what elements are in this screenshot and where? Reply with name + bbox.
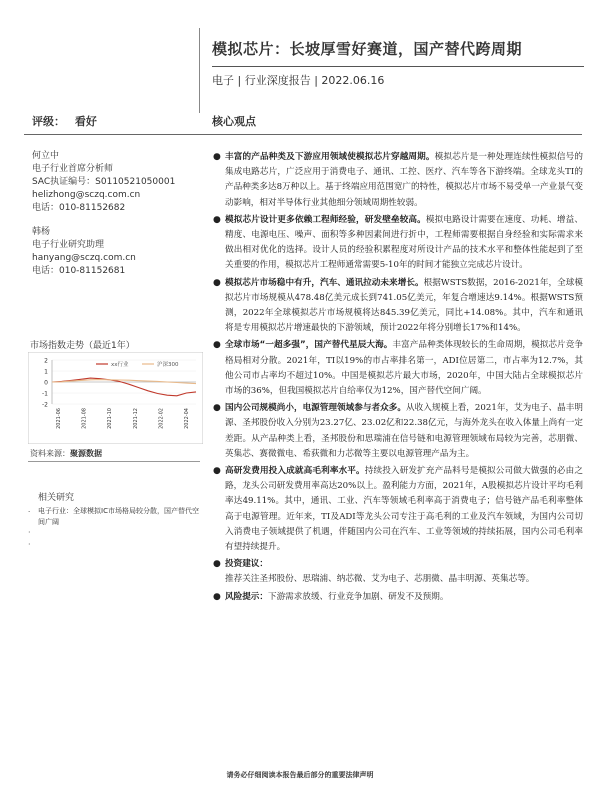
bullet-dot-icon: ●	[213, 152, 221, 162]
chart-source	[30, 448, 102, 459]
viewpoint-bullet	[213, 557, 583, 587]
section-rule	[24, 134, 582, 135]
legal-disclaimer-footer: 请务必仔细阅读本报告最后部分的重要法律声明	[226, 771, 374, 779]
bullet-dot-icon: ●	[213, 466, 221, 477]
y-tick-label: -1	[42, 390, 48, 398]
viewpoint-bullet	[213, 590, 583, 605]
legend-label: xx行业	[111, 362, 129, 368]
bullet-text: 下游需求放缓、行业竞争加剧、研发不及预期。	[267, 591, 449, 602]
chart-source-label: 资料来源：	[30, 449, 70, 458]
bullet-heading: 国内公司规模尚小，电源管理领域参与者众多。	[225, 403, 406, 414]
title-rule	[212, 66, 584, 67]
rating	[32, 113, 97, 129]
viewpoint-bullet	[213, 276, 583, 337]
analyst-phone: 电话：010-81152682	[32, 203, 126, 213]
bullet-heading: 模拟芯片市场稳中有升，汽车、通讯拉动未来增长。	[225, 277, 424, 288]
analyst-block-1	[32, 150, 175, 215]
left-rule	[28, 461, 200, 462]
viewpoint-bullet	[213, 338, 583, 399]
analyst-role: 电子行业研究助理	[32, 240, 105, 250]
bullet-dot-icon: ●	[213, 214, 221, 225]
bullet-heading: 高研发费用投入成就高毛利率水平。	[225, 466, 365, 477]
analyst-name: 何立中	[32, 151, 60, 161]
related-research-item[interactable]: 电子行业：全球模拟IC市场格局较分散，国产替代空间广阔	[38, 507, 199, 526]
viewpoint-bullet	[213, 464, 583, 555]
x-tick-label: 2021-12	[132, 408, 139, 429]
x-tick-label: 2021-08	[81, 408, 88, 429]
related-bullet-icon: ·	[28, 508, 31, 516]
viewpoint-bullet	[213, 150, 583, 211]
analyst-email[interactable]: hanyang@sczq.com.cn	[32, 253, 136, 263]
bullet-dot-icon: ●	[213, 403, 221, 414]
x-tick-label: 2022-02	[158, 408, 165, 429]
bullet-heading: 全球市场“一超多强”，国产替代星辰大海。	[225, 340, 393, 351]
x-tick-label: 2021-06	[56, 408, 62, 429]
report-title: 模拟芯片：长坡厚雪好赛道，国产替代跨周期	[212, 40, 523, 58]
legend-label: 沪深300	[157, 362, 179, 368]
bullet-text: 推荐关注圣邦股份、思瑞浦、纳芯微、艾为电子、芯朋微、晶丰明源、英集芯等。	[225, 574, 535, 585]
analyst-email[interactable]: helizhong@sczq.com.cn	[32, 190, 141, 200]
bullet-dot-icon: ·	[28, 528, 31, 537]
rating-label: 评级：	[32, 115, 65, 128]
market-index-chart	[28, 352, 203, 444]
bullet-text: 持续投入研发扩充产品料号是模拟公司做大做强的必由之路，龙头公司研发费用率高达20%以上。盈利能力方面，2021年，A股模拟芯片设计平均毛利率达49.11%。其中，通讯、工业、汽车等领域毛利率高于消费电子；信号链产品毛利率整体高于电源管理。近年来，TI及ADI等龙头公司专注于高毛利的工业及汽车领域，为国内公司切入消费电子领域提供了机遇，伴随国内公司在汽车、工业等领域的持续拓展，国内公司毛利率有望持续提升。	[225, 466, 583, 553]
bullet-dot-icon: ●	[213, 591, 221, 602]
x-tick-label: 2022-04	[184, 408, 190, 429]
analyst-role: 电子行业首席分析师	[32, 164, 114, 174]
report-subtitle: 电子 | 行业深度报告 | 2022.06.16	[212, 74, 385, 87]
y-tick-label: 1	[44, 368, 48, 376]
bullet-text: 根据WSTS数据，2016-2021年，全球模拟芯片市场规模从478.48亿美元成长到741.05亿美元，年复合增速达9.14%。根据WSTS预测，2022年全球模拟芯片市场规模将达845.39亿美元，同比+14.08%。其中，汽车和通讯将是专用模拟芯片增速最快的下游领域，预计2022年将分别增长17%和14%。	[225, 277, 583, 334]
bullet-heading: 风险提示：	[225, 591, 268, 602]
y-tick-label: 0	[44, 379, 48, 387]
analyst-name: 韩杨	[32, 227, 51, 237]
x-tick-label: 2021-10	[107, 408, 114, 429]
core-viewpoint-content	[213, 150, 583, 607]
y-tick-label: 2	[44, 357, 48, 365]
core-viewpoint-heading: 核心观点	[212, 115, 256, 128]
related-research-heading: 相关研究	[38, 493, 75, 503]
viewpoint-bullet	[213, 401, 583, 462]
bullet-heading: 模拟芯片设计更多依赖工程师经验，研发壁垒较高。	[225, 214, 426, 225]
bullet-text: 从收入规模上看，2021年，艾为电子、晶丰明源、圣邦股份收入分别为23.27亿、23.02亿和22.38亿元，与海外龙头在收入体量上尚有一定差距。从产品种类上看，圣邦股份和思瑞浦在信号链和电源管理领域布局较为完善，芯朋微、英集芯、赛微微电、希荻微和力芯微等主要以电源管理产品为主。	[225, 403, 583, 459]
analyst-cert: SAC执证编号：S0110521050001	[32, 177, 176, 187]
bullet-text: 模拟芯片是一种处理连续性模拟信号的集成电路芯片，广泛应用于消费电子、通讯、工控、医疗、汽车等各下游终端。全球龙头TI的产品种类多达8万种以上。基于终端应用范围宽广的特性，模拟芯片市场不易受单一产业景气变动影响，相对半导体行业其他细分领域周期性较弱。	[225, 152, 583, 208]
bullet-dot-icon: ·	[28, 540, 31, 549]
analyst-phone: 电话：010-81152681	[32, 266, 126, 276]
bullet-text: 丰富产品种类体现较长的生命周期，模拟芯片竞争格局相对分散。2021年，TI以19%的市占率排名第一，ADI位居第二，市占率为12.7%，其他公司市占率均不超过10%。中国是模拟芯片最大市场，2020年，中国大陆占全球模拟芯片市场的36%，但我国模拟芯片自给率仅为12%，国产替代空间广阔。	[225, 340, 583, 397]
rating-value: 看好	[74, 115, 97, 128]
bullet-heading: 投资建议：	[225, 559, 268, 570]
chart-source-value: 聚源数据	[70, 449, 102, 458]
bullet-heading: 丰富的产品种类及下游应用领域使模拟芯片穿越周期。	[225, 152, 435, 162]
header-divider	[199, 28, 200, 113]
bullet-dot-icon: ●	[213, 559, 221, 570]
chart-title: 市场指数走势（最近1年）	[30, 341, 135, 351]
viewpoint-bullet	[213, 213, 583, 274]
bullet-text: 模拟电路设计需要在速度、功耗、增益、精度、电源电压、噪声、面积等多种因素间进行折中，工程师需要根据自身经验和实际需求来做出相对优化的选择。设计人员的经验积累程度对所设计产品的技术水平和整体性能起到了至关重要的作用，模拟芯片工程师通常需要5-10年的时间才能独立完成芯片设计。	[225, 214, 583, 271]
y-tick-label: -2	[42, 401, 48, 409]
bullet-dot-icon: ●	[213, 277, 221, 288]
analyst-block-2	[32, 226, 136, 278]
bullet-dot-icon: ●	[213, 340, 221, 351]
